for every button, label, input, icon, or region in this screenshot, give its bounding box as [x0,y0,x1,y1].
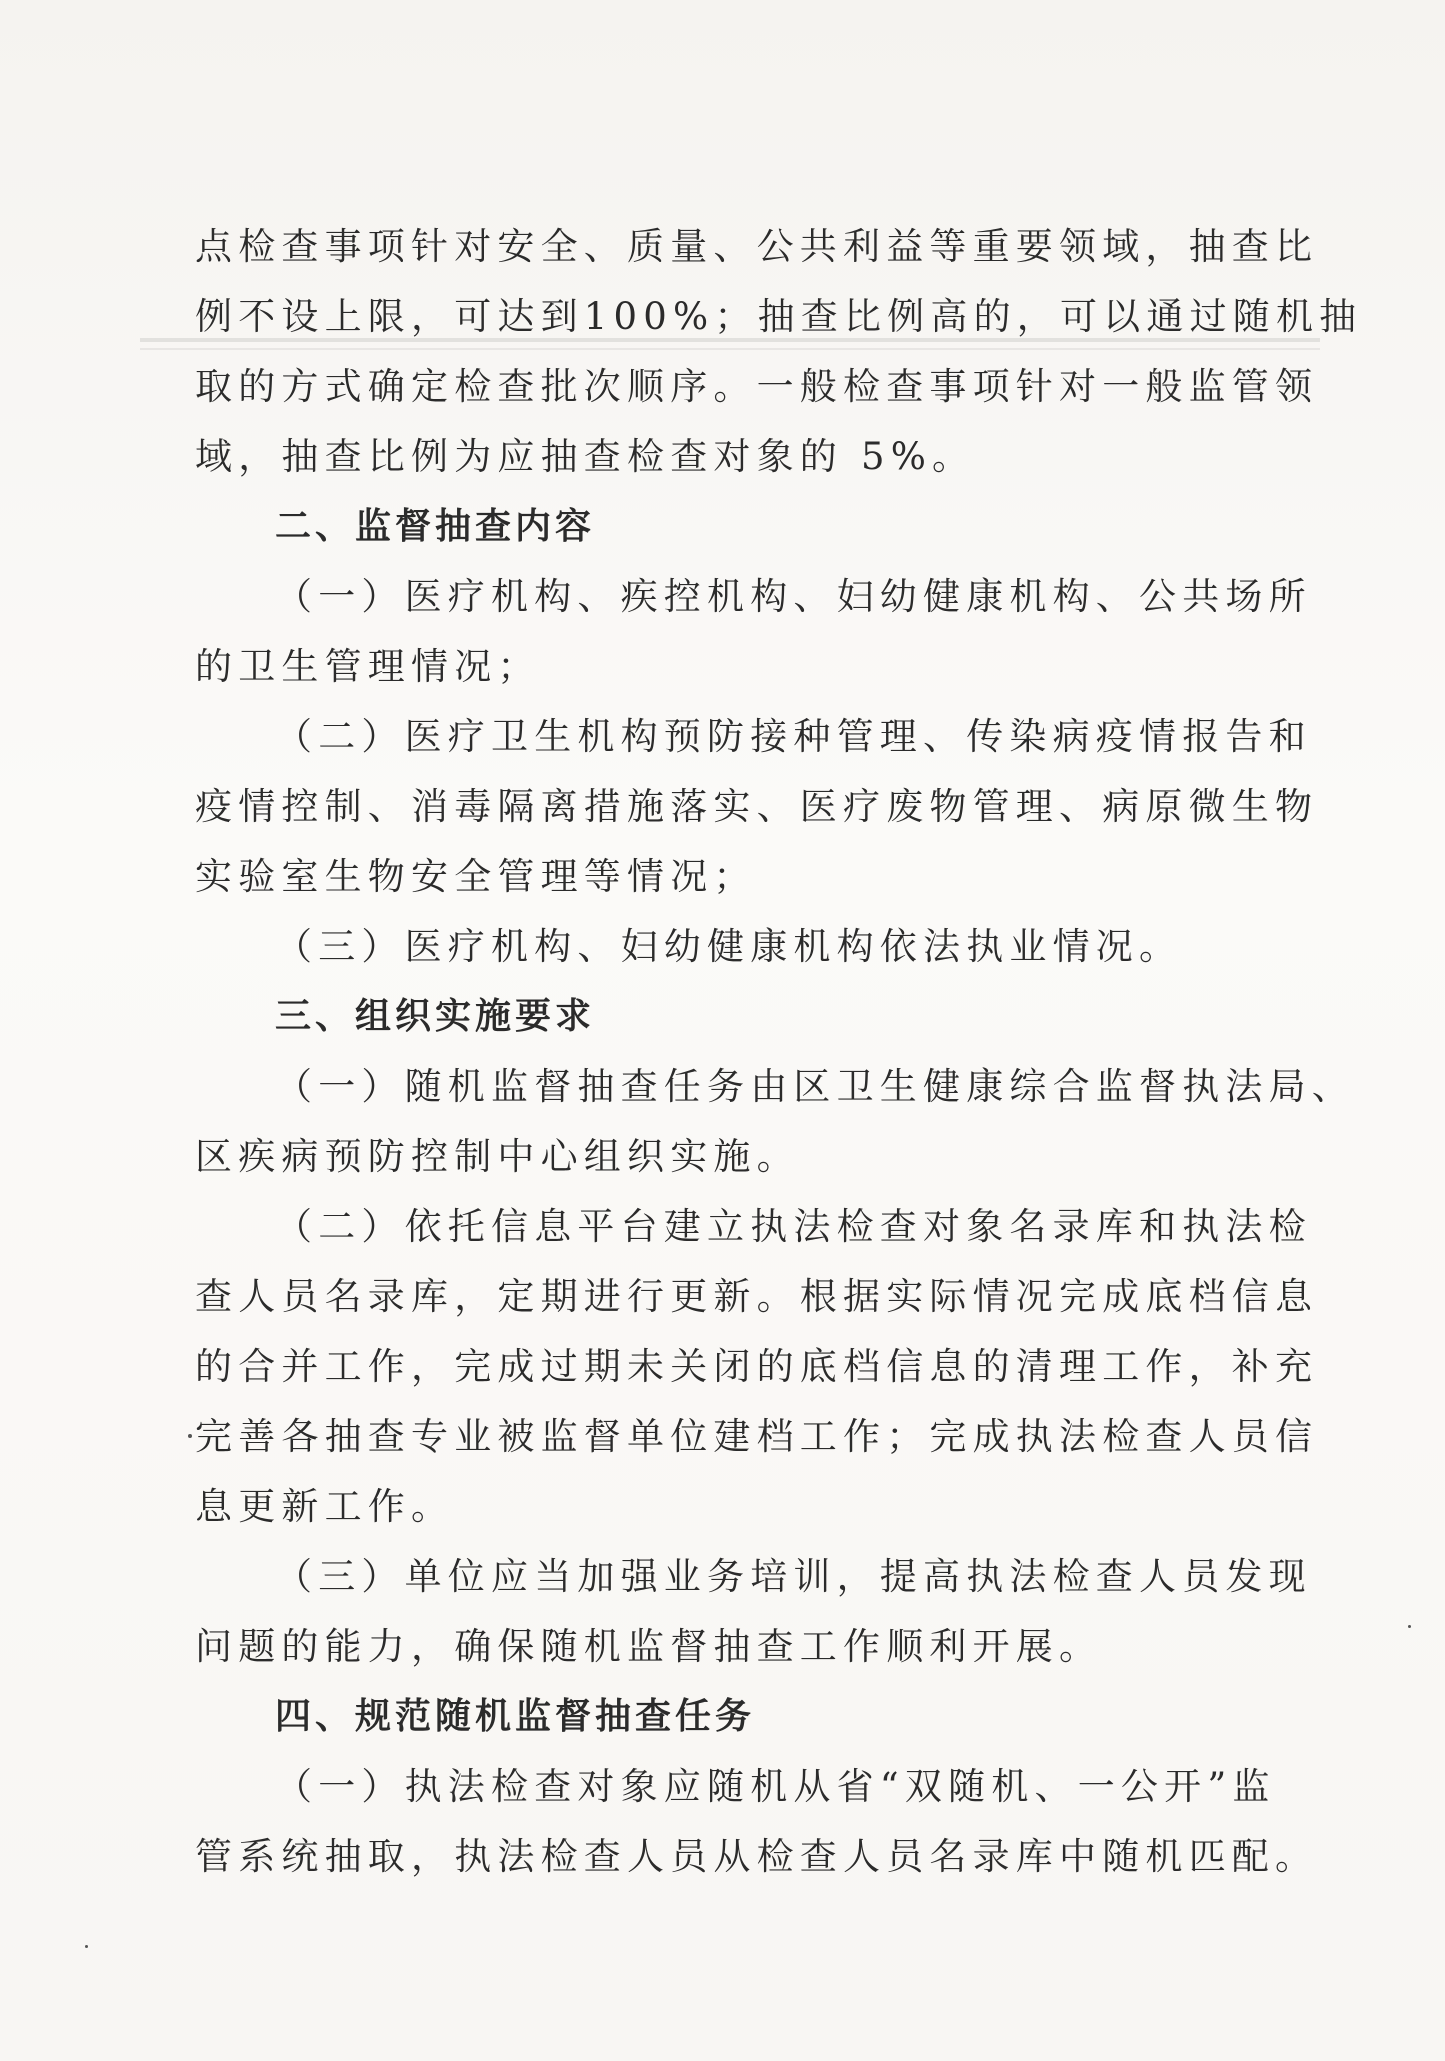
scan-speck [1408,1625,1411,1628]
section-heading: 三、组织实施要求 [275,996,596,1037]
text-line: （一）执法检查对象应随机从省“双随机、一公开”监 [275,1765,1276,1808]
text-line: （一）随机监督抽查任务由区卫生健康综合监督执法局、 [275,1065,1355,1108]
text-line: （三）医疗机构、妇幼健康机构依法执业情况。 [275,925,1183,968]
text-line: 区疾病预防控制中心组织实施。 [195,1135,800,1178]
text-line: 实验室生物安全管理等情况； [195,855,757,898]
scan-speck [85,1945,88,1948]
text-line: （一）医疗机构、疾控机构、妇幼健康机构、公共场所 [275,575,1312,618]
text-line: （二）依托信息平台建立执法检查对象名录库和执法检 [275,1205,1312,1248]
text-line: 取的方式确定检查批次顺序。一般检查事项针对一般监管领 [195,365,1319,408]
scan-speck [188,1434,192,1438]
section-heading: 二、监督抽查内容 [275,506,596,547]
text-line: 的合并工作，完成过期未关闭的底档信息的清理工作，补充 [195,1345,1319,1388]
text-line: （二）医疗卫生机构预防接种管理、传染病疫情报告和 [275,715,1312,758]
text-line: 点检查事项针对安全、质量、公共利益等重要领域，抽查比 [195,225,1319,268]
text-line: 域，抽查比例为应抽查检查对象的 5%。 [195,435,976,478]
text-line: 息更新工作。 [195,1485,455,1528]
text-line: 查人员名录库，定期进行更新。根据实际情况完成底档信息 [195,1275,1319,1318]
text-line: 例不设上限，可达到100%；抽查比例高的，可以通过随机抽 [195,295,1363,338]
section-heading: 四、规范随机监督抽查任务 [275,1696,756,1737]
document-body [195,212,1363,1892]
text-line: （三）单位应当加强业务培训，提高执法检查人员发现 [275,1555,1312,1598]
text-line: 管系统抽取，执法检查人员从检查人员名录库中随机匹配。 [195,1835,1319,1878]
text-line: 疫情控制、消毒隔离措施落实、医疗废物管理、病原微生物 [195,785,1319,828]
text-line: 问题的能力，确保随机监督抽查工作顺利开展。 [195,1625,1103,1668]
text-line: 的卫生管理情况； [195,645,541,688]
text-line: 完善各抽查专业被监督单位建档工作；完成执法检查人员信 [195,1415,1319,1458]
